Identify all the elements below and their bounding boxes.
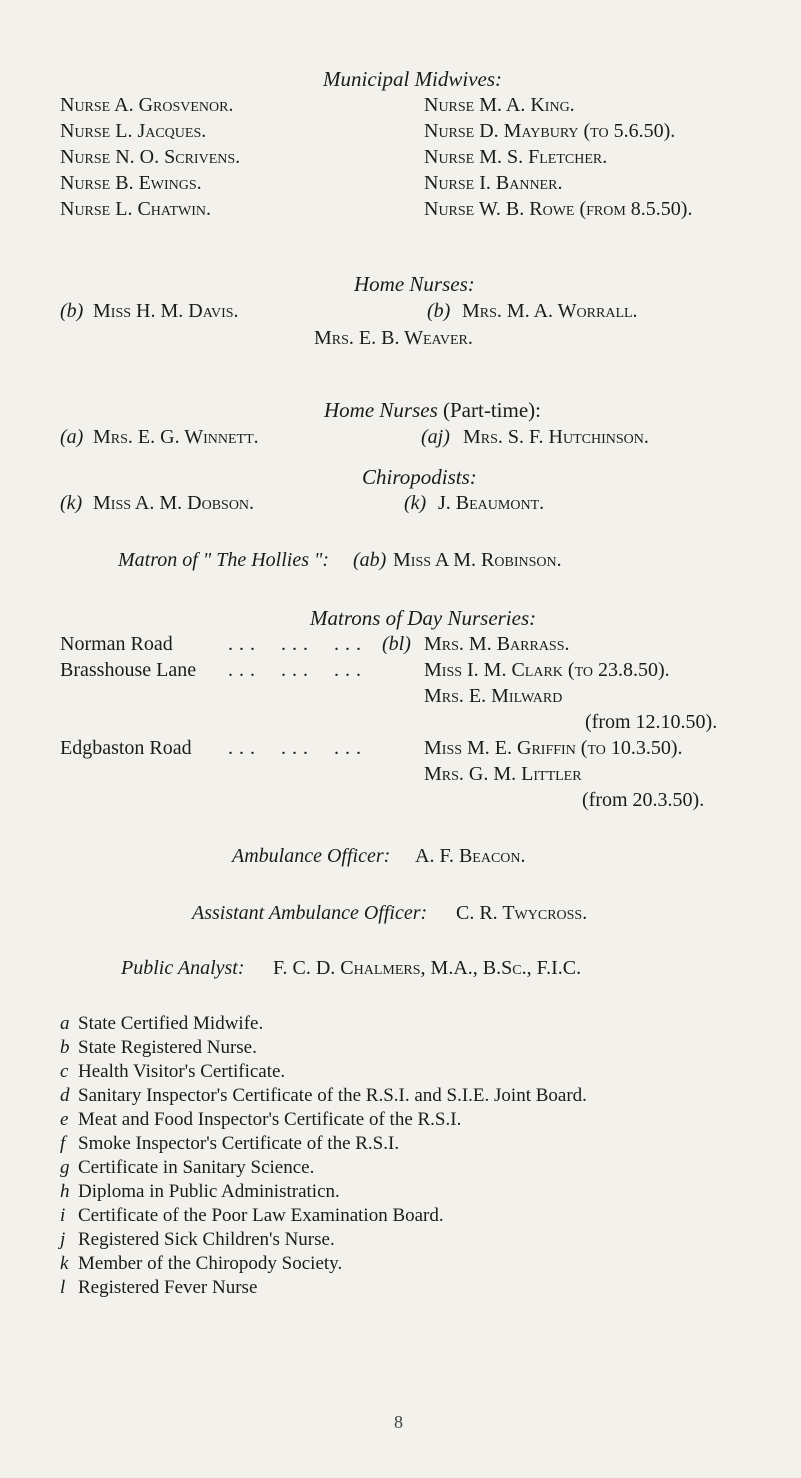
key-text: State Certified Midwife. [78, 1013, 264, 1034]
day-nurseries-heading: Matrons of Day Nurseries: [310, 606, 537, 630]
key-letter: g [60, 1157, 70, 1178]
midwife-left-5: Nurse L. Chatwin. [60, 198, 211, 220]
ambulance-officer-name: A. F. Beacon. [415, 845, 526, 867]
midwife-left-3: Nurse N. O. Scrivens. [60, 146, 241, 168]
chiropodist-1-prefix: (k) [60, 492, 83, 514]
brasshouse-leader-3: ... [334, 659, 367, 681]
page-number: 8 [394, 1412, 403, 1432]
key-letter: h [60, 1181, 70, 1202]
part-time-nurse-2-prefix: (aj) [421, 426, 450, 448]
brasshouse-leader-1: ... [228, 659, 261, 681]
key-text: Registered Sick Children's Nurse. [78, 1229, 335, 1250]
midwife-right-5: Nurse W. B. Rowe (from 8.5.50). [424, 198, 693, 220]
midwife-left-1: Nurse A. Grosvenor. [60, 94, 234, 116]
part-time-nurses-heading-rest: (Part-time): [443, 398, 541, 422]
edgbaston-leader-2: ... [281, 737, 314, 759]
key-letter: l [60, 1277, 66, 1298]
assistant-ambulance-officer-label: Assistant Ambulance Officer: [192, 902, 428, 924]
home-nurse-2: Mrs. M. A. Worrall. [462, 300, 638, 322]
part-time-nurse-1-prefix: (a) [60, 426, 84, 448]
key-text: Diploma in Public Administraticn. [78, 1181, 340, 1202]
key-letter: f [60, 1133, 66, 1154]
part-time-nurses-heading [324, 398, 541, 423]
public-analyst-label: Public Analyst: [121, 957, 245, 979]
ambulance-officer-label: Ambulance Officer: [232, 845, 391, 867]
edgbaston-matron-2: Mrs. G. M. Littler [424, 763, 582, 785]
key-text: Registered Fever Nurse [78, 1277, 258, 1298]
edgbaston-leader-1: ... [228, 737, 261, 759]
key-letter: i [60, 1205, 66, 1226]
edgbaston-road-label: Edgbaston Road [60, 737, 192, 759]
brasshouse-matron-1: Miss I. M. Clark (to 23.8.50). [424, 659, 670, 681]
midwife-left-4: Nurse B. Ewings. [60, 172, 202, 194]
part-time-nurses-heading-italic: Home Nurses [324, 398, 438, 422]
norman-prefix: (bl) [382, 633, 411, 655]
key-letter: k [60, 1253, 69, 1274]
home-nurse-1-prefix: (b) [60, 300, 84, 322]
matron-name: Miss A M. Robinson. [393, 549, 562, 571]
home-nurse-3: Mrs. E. B. Weaver. [314, 327, 473, 349]
edgbaston-leader-3: ... [334, 737, 367, 759]
key-letter: j [60, 1229, 66, 1250]
brasshouse-matron-2: Mrs. E. Milward [424, 685, 563, 707]
chiropodist-2: J. Beaumont. [438, 492, 545, 514]
norman-matron: Mrs. M. Barrass. [424, 633, 570, 655]
midwife-right-4: Nurse I. Banner. [424, 172, 563, 194]
key-letter: e [60, 1109, 69, 1130]
brasshouse-lane-label: Brasshouse Lane [60, 659, 197, 681]
key-letter: b [60, 1037, 70, 1058]
part-time-nurse-2: Mrs. S. F. Hutchinson. [463, 426, 649, 448]
key-letter: d [60, 1085, 70, 1106]
brasshouse-matron-2-date: (from 12.10.50). [585, 711, 718, 733]
brasshouse-leader-2: ... [281, 659, 314, 681]
municipal-midwives-heading: Municipal Midwives: [323, 67, 503, 91]
norman-leader-1: ... [228, 633, 261, 655]
midwife-right-3: Nurse M. S. Fletcher. [424, 146, 608, 168]
matron-label: Matron of " The Hollies ": [118, 549, 330, 571]
key-text: Meat and Food Inspector's Certificate of the R.S.I. [78, 1109, 462, 1130]
key-letter: c [60, 1061, 69, 1082]
norman-leader-3: ... [334, 633, 367, 655]
home-nurses-heading: Home Nurses: [354, 272, 475, 296]
key-text: State Registered Nurse. [78, 1037, 257, 1058]
key-text: Sanitary Inspector's Certificate of the R.S.I. and S.I.E. Joint Board. [78, 1085, 587, 1106]
midwife-left-2: Nurse L. Jacques. [60, 120, 207, 142]
matron-prefix: (ab) [353, 549, 387, 571]
chiropodist-1: Miss A. M. Dobson. [93, 492, 255, 514]
edgbaston-matron-2-date: (from 20.3.50). [582, 789, 705, 811]
chiropodists-heading: Chiropodists: [362, 465, 477, 489]
chiropodist-2-prefix: (k) [404, 492, 427, 514]
assistant-ambulance-officer-name: C. R. Twycross. [456, 902, 588, 924]
home-nurse-1: Miss H. M. Davis. [93, 300, 239, 322]
key-text: Member of the Chiropody Society. [78, 1253, 343, 1274]
norman-leader-2: ... [281, 633, 314, 655]
part-time-nurse-1: Mrs. E. G. Winnett. [93, 426, 259, 448]
key-letter: a [60, 1013, 70, 1034]
key-text: Certificate in Sanitary Science. [78, 1157, 315, 1178]
key-text: Smoke Inspector's Certificate of the R.S.I. [78, 1133, 400, 1154]
midwife-right-1: Nurse M. A. King. [424, 94, 575, 116]
midwife-right-2: Nurse D. Maybury (to 5.6.50). [424, 120, 676, 142]
edgbaston-matron-1: Miss M. E. Griffin (to 10.3.50). [424, 737, 683, 759]
norman-road-label: Norman Road [60, 633, 173, 655]
key-text: Health Visitor's Certificate. [78, 1061, 286, 1082]
public-analyst-name: F. C. D. Chalmers, M.A., B.Sc., F.I.C. [273, 957, 582, 979]
key-text: Certificate of the Poor Law Examination Board. [78, 1205, 444, 1226]
home-nurse-2-prefix: (b) [427, 300, 451, 322]
